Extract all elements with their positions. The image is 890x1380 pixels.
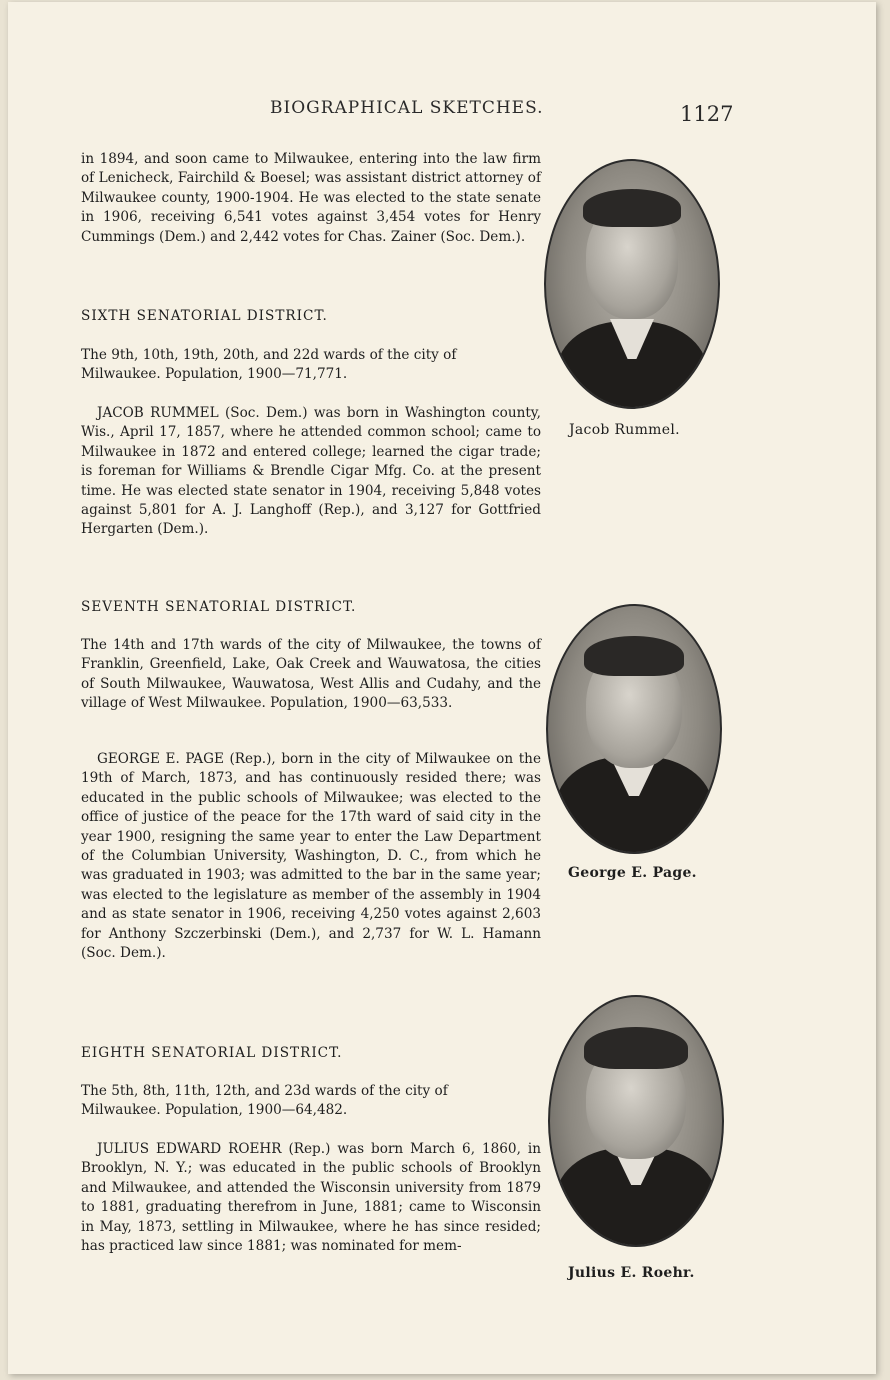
- page-biography: GEORGE E. PAGE (Rep.), born in the city of Milwaukee on the 19th of March, 1873, and has continuously resided there; was educated in the public schools of Milwaukee; was elected to the office of justice of the peace for the 17th ward of said city in the year 1900, resigning the same year to enter the Law Department of the Columbian University, Washington, D. C., from which he was graduated in 1903; was admitted to the bar in the same year; was elected to the legislature as member of the assembly in 1904 and as state senator in 1906, receiving 4,250 votes against 2,603 for Anthony Szczerbinski (Dem.), and 2,737 for W. L. Hamann (Soc. Dem.).: [81, 751, 541, 962]
- seventh-district-heading: SEVENTH SENATORIAL DISTRICT.: [81, 599, 357, 615]
- rummel-bio-block: [81, 404, 541, 540]
- page-number: 1127: [680, 102, 734, 126]
- sixth-district-heading: SIXTH SENATORIAL DISTRICT.: [81, 308, 328, 324]
- intro-block: [81, 150, 541, 247]
- page-caption: George E. Page.: [568, 865, 697, 881]
- eighth-district-heading: EIGHTH SENATORIAL DISTRICT.: [81, 1045, 343, 1061]
- seventh-district-heading-block: [81, 598, 541, 617]
- intro-paragraph: in 1894, and soon came to Milwaukee, entering into the law firm of Lenicheck, Fairchild & Boesel; was assistant district attorney of Milwaukee county, 1900-1904. He was elected to the state senate in 1906, receiving 6,541 votes against 3,454 votes for Henry Cummings (Dem.) and 2,442 votes for Chas. Zainer (Soc. Dem.).: [81, 151, 541, 245]
- sixth-district-population: Milwaukee. Population, 1900—71,771.: [81, 366, 348, 383]
- rummel-portrait: [544, 159, 720, 409]
- seventh-district-description-block: [81, 636, 541, 714]
- sixth-district-description-block: [81, 346, 541, 385]
- rummel-caption: Jacob Rummel.: [569, 422, 680, 438]
- eighth-district-description-block: [81, 1082, 541, 1121]
- seventh-district-description: The 14th and 17th wards of the city of Milwaukee, the towns of Franklin, Greenfield, Lake, Oak Creek and Wauwatosa, the cities of South Milwaukee, Wauwatosa, West Allis and Cudahy, and the village of West Milwaukee. Population, 1900—63,533.: [81, 637, 541, 712]
- roehr-portrait: [548, 995, 724, 1247]
- running-head: BIOGRAPHICAL SKETCHES.: [270, 98, 544, 118]
- book-page: [8, 2, 876, 1374]
- roehr-biography: JULIUS EDWARD ROEHR (Rep.) was born March 6, 1860, in Brooklyn, N. Y.; was educated in the public schools of Brooklyn and Milwaukee, and attended the Wisconsin university from 1879 to 1881, graduating therefrom in June, 1881; came to Wisconsin in May, 1873, settling in Milwaukee, where he has since resided; has practiced law since 1881; was nominated for mem-: [81, 1141, 541, 1255]
- eighth-district-population: Milwaukee. Population, 1900—64,482.: [81, 1102, 348, 1119]
- eighth-district-wards: The 5th, 8th, 11th, 12th, and 23d wards of the city of: [81, 1083, 448, 1099]
- sixth-district-wards: The 9th, 10th, 19th, 20th, and 22d wards of the city of: [81, 347, 457, 363]
- sixth-district-heading-block: [81, 307, 541, 326]
- eighth-district-description: [81, 1082, 541, 1121]
- sixth-district-description: [81, 346, 541, 385]
- rummel-biography: JACOB RUMMEL (Soc. Dem.) was born in Washington county, Wis., April 17, 1857, where he attended common school; came to Milwaukee in 1872 and entered college; learned the cigar trade; is foreman for Williams & Brendle Cigar Mfg. Co. at the present time. He was elected state senator in 1904, receiving 5,848 votes against 5,801 for A. J. Langhoff (Rep.), and 3,127 for Gottfried Hergarten (Dem.).: [81, 405, 541, 538]
- roehr-bio-block: [81, 1140, 541, 1256]
- page-portrait: [546, 604, 722, 854]
- eighth-district-heading-block: [81, 1044, 541, 1063]
- page-bio-block: [81, 750, 541, 963]
- roehr-caption: Julius E. Roehr.: [568, 1265, 695, 1281]
